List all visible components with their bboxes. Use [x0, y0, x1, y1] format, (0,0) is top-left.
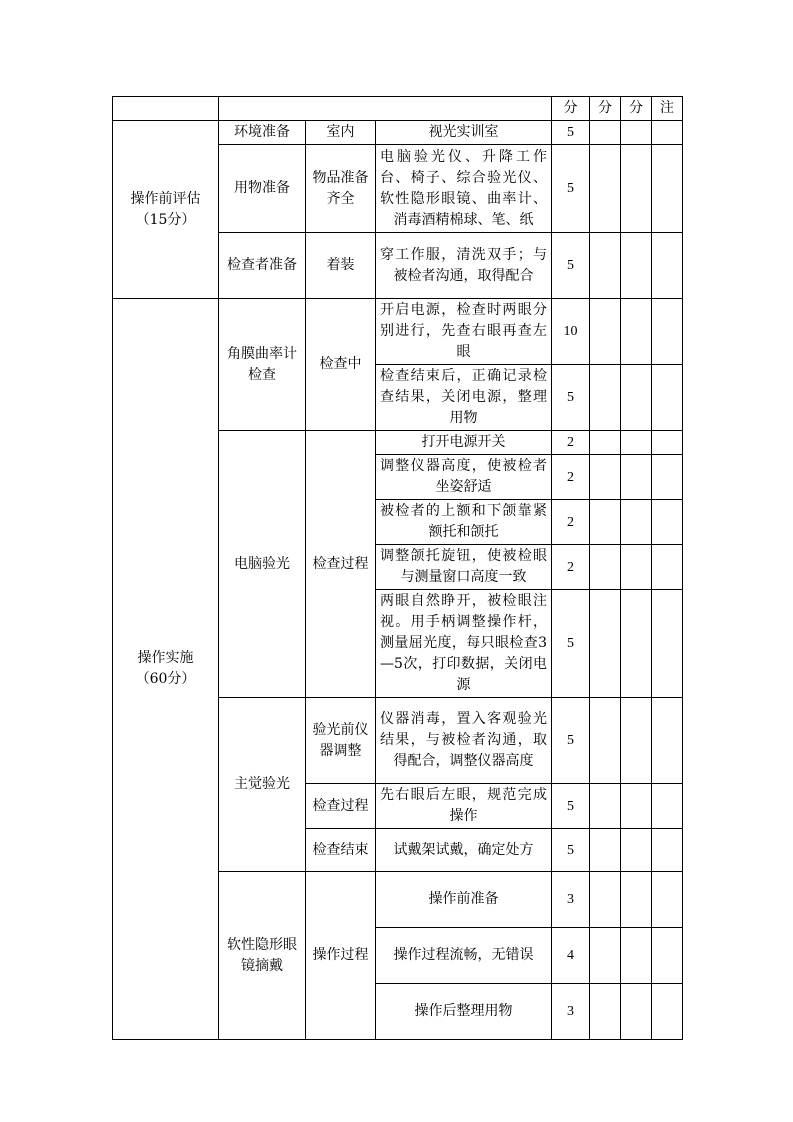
score-value: 5 [552, 829, 590, 872]
note-blank [652, 145, 683, 233]
criteria-text: 试戴架试戴，确定处方 [376, 829, 552, 872]
score-blank [621, 121, 652, 145]
header-cell-content [219, 97, 552, 121]
header-cell-category [113, 97, 219, 121]
item-label: 环境准备 [219, 121, 306, 145]
criteria-text: 操作前准备 [376, 872, 552, 928]
score-blank [621, 784, 652, 829]
sub-item-label: 物品准备齐全 [306, 145, 376, 233]
note-blank [652, 698, 683, 784]
note-blank [652, 590, 683, 698]
score-value: 5 [552, 121, 590, 145]
score-value: 5 [552, 784, 590, 829]
sub-item-label: 检查过程 [306, 784, 376, 829]
note-blank [652, 784, 683, 829]
score-blank [590, 984, 621, 1040]
score-blank [621, 829, 652, 872]
criteria-text: 先右眼后左眼，规范完成操作 [376, 784, 552, 829]
score-blank [590, 545, 621, 590]
item-label: 检查者准备 [219, 233, 306, 299]
category-label: 操作前评估 [130, 190, 201, 207]
score-blank [621, 299, 652, 365]
category-pre-assessment [113, 121, 219, 299]
score-blank [590, 784, 621, 829]
note-blank [652, 984, 683, 1040]
note-blank [652, 545, 683, 590]
note-blank [652, 500, 683, 545]
criteria-text: 被检者的上额和下颌靠紧额托和颌托 [376, 500, 552, 545]
note-blank [652, 928, 683, 984]
table-row [113, 299, 683, 365]
sub-item-label: 检查结束 [306, 829, 376, 872]
note-blank [652, 299, 683, 365]
score-blank [590, 121, 621, 145]
score-value: 3 [552, 984, 590, 1040]
score-blank [621, 431, 652, 455]
criteria-text: 视光实训室 [376, 121, 552, 145]
header-score: 分 [552, 97, 590, 121]
score-blank [621, 698, 652, 784]
score-blank [621, 455, 652, 500]
criteria-text: 操作过程流畅，无错误 [376, 928, 552, 984]
note-blank [652, 121, 683, 145]
criteria-text: 穿工作服，清洗双手；与被检者沟通，取得配合 [376, 233, 552, 299]
score-blank [590, 145, 621, 233]
score-blank [590, 431, 621, 455]
score-blank [590, 455, 621, 500]
note-blank [652, 829, 683, 872]
note-blank [652, 431, 683, 455]
criteria-text: 两眼自然睁开，被检眼注视。用手柄调整操作杆，测量屈光度，每只眼检查3—5次，打印数据，关闭电源 [376, 590, 552, 698]
score-blank [590, 365, 621, 431]
criteria-text: 检查结束后，正确记录检查结果，关闭电源，整理用物 [376, 365, 552, 431]
score-blank [590, 829, 621, 872]
criteria-text: 操作后整理用物 [376, 984, 552, 1040]
score-blank [621, 928, 652, 984]
note-blank [652, 455, 683, 500]
score-value: 3 [552, 872, 590, 928]
score-blank [590, 299, 621, 365]
score-blank [621, 365, 652, 431]
note-blank [652, 233, 683, 299]
score-value: 2 [552, 545, 590, 590]
category-label: 操作实施 [137, 650, 194, 666]
score-blank [621, 500, 652, 545]
criteria-text: 仪器消毒，置入客观验光结果，与被检者沟通，取得配合，调整仪器高度 [376, 698, 552, 784]
criteria-text: 打开电源开关 [376, 431, 552, 455]
sub-item-label: 室内 [306, 121, 376, 145]
score-blank [590, 590, 621, 698]
item-label: 角膜曲率计检查 [219, 299, 306, 431]
score-blank [590, 698, 621, 784]
header-score-3: 分 [621, 97, 652, 121]
sub-item-label: 检查中 [306, 299, 376, 431]
table-row [113, 121, 683, 145]
score-value: 5 [552, 365, 590, 431]
score-blank [621, 145, 652, 233]
score-value: 10 [552, 299, 590, 365]
score-blank [621, 590, 652, 698]
item-label: 电脑验光 [219, 431, 306, 698]
category-implementation [113, 299, 219, 1040]
category-points: （60分） [135, 671, 196, 687]
item-label: 用物准备 [219, 145, 306, 233]
header-note: 注 [652, 97, 683, 121]
criteria-text: 调整颌托旋钮，使被检眼与测量窗口高度一致 [376, 545, 552, 590]
score-blank [621, 233, 652, 299]
score-value: 4 [552, 928, 590, 984]
score-blank [621, 545, 652, 590]
sub-item-label: 着装 [306, 233, 376, 299]
score-value: 5 [552, 145, 590, 233]
score-blank [621, 872, 652, 928]
header-row [113, 97, 683, 121]
criteria-text: 开启电源，检查时两眼分别进行，先查右眼再查左眼 [376, 299, 552, 365]
note-blank [652, 365, 683, 431]
score-blank [590, 928, 621, 984]
score-value: 2 [552, 455, 590, 500]
score-value: 2 [552, 431, 590, 455]
header-score-2: 分 [590, 97, 621, 121]
category-points: （15分） [135, 211, 196, 228]
sub-item-label: 检查过程 [306, 431, 376, 698]
score-blank [590, 233, 621, 299]
score-blank [590, 500, 621, 545]
score-blank [621, 984, 652, 1040]
criteria-text: 调整仪器高度，使被检者坐姿舒适 [376, 455, 552, 500]
score-blank [590, 872, 621, 928]
item-label: 主觉验光 [219, 698, 306, 872]
note-blank [652, 872, 683, 928]
score-value: 2 [552, 500, 590, 545]
score-value: 5 [552, 233, 590, 299]
sub-item-label: 操作过程 [306, 872, 376, 1040]
criteria-text: 电脑验光仪、升降工作台、椅子、综合验光仪、软性隐形眼镜、曲率计、消毒酒精棉球、笔、纸 [376, 145, 552, 233]
sub-item-label: 验光前仪器调整 [306, 698, 376, 784]
score-value: 5 [552, 698, 590, 784]
score-value: 5 [552, 590, 590, 698]
scoring-table [112, 96, 683, 1040]
item-label: 软性隐形眼镜摘戴 [219, 872, 306, 1040]
